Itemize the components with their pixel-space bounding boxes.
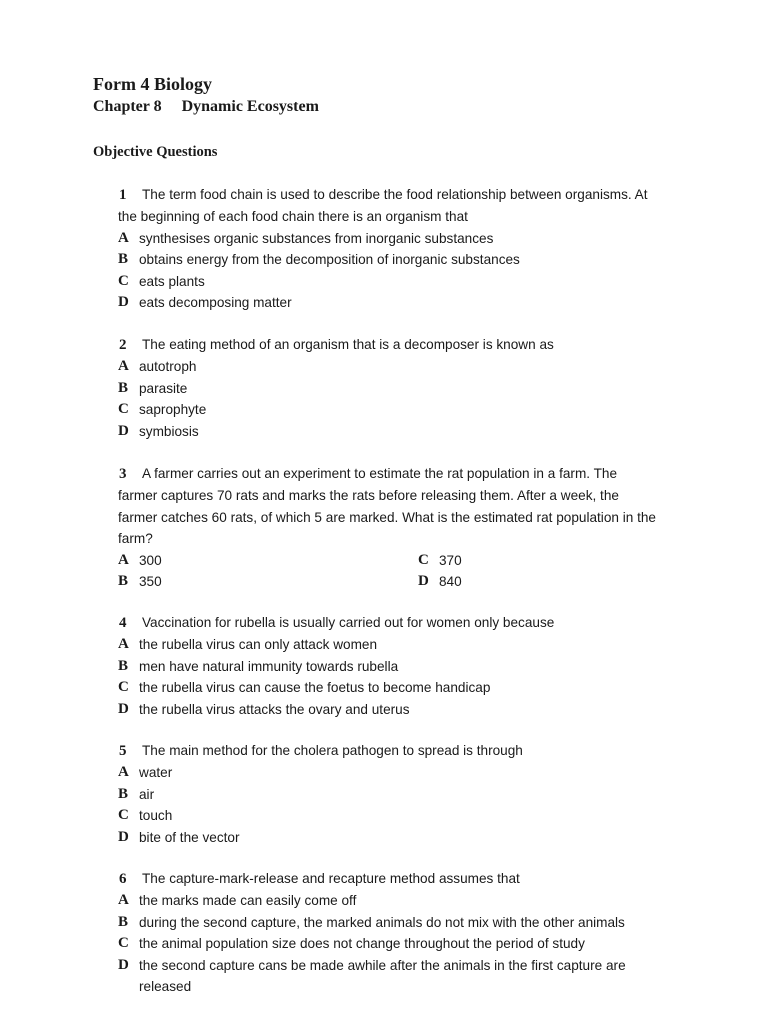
option-text: eats decomposing matter <box>139 295 292 311</box>
question-2 <box>118 334 698 442</box>
option-text: 300 <box>139 552 162 568</box>
option-text: men have natural immunity towards rubella <box>139 658 399 674</box>
question-stem-line: farmer captures 70 rats and marks the rats before releasing them. After a week, the <box>118 488 619 504</box>
option-b <box>118 656 698 677</box>
question-number: 2 <box>119 337 127 353</box>
chapter-name: Dynamic Ecosystem <box>181 98 319 115</box>
options-grid <box>118 550 698 593</box>
option-c <box>118 399 698 420</box>
question-stem-line: the beginning of each food chain there is an organism that <box>118 209 468 225</box>
option-continuation: released <box>139 979 192 995</box>
option-letter: C <box>118 679 129 696</box>
option-letter: C <box>118 935 129 952</box>
option-c <box>118 271 698 292</box>
option-letter: C <box>118 272 129 289</box>
question-5 <box>118 740 698 848</box>
option-letter: A <box>118 892 129 909</box>
option-text: touch <box>139 808 173 824</box>
option-letter: B <box>118 785 129 802</box>
option-text: the rubella virus attacks the ovary and uterus <box>139 701 410 717</box>
question-stem: 2 The eating method of an organism that is a decomposer is known as <box>118 334 698 356</box>
option-letter: B <box>118 657 129 674</box>
option-letter: A <box>118 551 129 568</box>
section-heading: Objective Questions <box>93 144 218 160</box>
question-number: 3 <box>119 466 127 482</box>
question-4 <box>118 612 698 720</box>
option-text: obtains energy from the decomposition of inorganic substances <box>139 252 520 268</box>
option-a <box>118 228 698 249</box>
option-a <box>118 890 698 911</box>
option-letter: B <box>118 573 129 590</box>
option-text: synthesises organic substances from inorganic substances <box>139 230 494 246</box>
chapter-heading <box>93 98 319 116</box>
document-title: Form 4 Biology <box>93 74 212 94</box>
option-d <box>118 827 698 848</box>
chapter-label: Chapter 8 <box>93 98 162 115</box>
option-c <box>118 933 698 954</box>
option-letter: C <box>118 807 129 824</box>
option-letter: A <box>118 764 129 781</box>
question-stem: 1 The term food chain is used to describe the food relationship between organisms. At <box>118 184 698 206</box>
question-6 <box>118 868 698 997</box>
option-text: the rubella virus can cause the foetus to become handicap <box>139 680 491 696</box>
option-letter: B <box>118 913 129 930</box>
option-letter: C <box>118 401 129 418</box>
option-letter: D <box>118 422 129 439</box>
question-stem: 4 Vaccination for rubella is usually carried out for women only because <box>118 612 698 634</box>
option-text: air <box>139 786 155 802</box>
option-b <box>118 571 418 592</box>
option-text: 370 <box>439 552 462 568</box>
option-c <box>118 805 698 826</box>
question-stem: 3 A farmer carries out an experiment to estimate the rat population in a farm. The <box>118 463 698 485</box>
option-letter: A <box>118 229 129 246</box>
option-text: symbiosis <box>139 423 199 439</box>
option-letter: D <box>418 573 429 590</box>
option-a <box>118 634 698 655</box>
option-text: water <box>139 765 173 781</box>
option-d <box>418 571 678 592</box>
option-b <box>118 378 698 399</box>
option-text: autotroph <box>139 359 197 375</box>
question-stem-line: farmer catches 60 rats, of which 5 are marked. What is the estimated rat population in the <box>118 509 656 525</box>
option-text: the animal population size does not change throughout the period of study <box>139 936 585 952</box>
question-3 <box>118 463 698 592</box>
question-stem: 6 The capture-mark-release and recapture method assumes that <box>118 868 698 890</box>
option-letter: C <box>418 551 429 568</box>
option-d <box>118 421 698 442</box>
option-text: the second capture cans be made awhile after the animals in the first capture are <box>139 957 626 973</box>
option-text: 840 <box>439 574 462 590</box>
question-stem: 5 The main method for the cholera pathogen to spread is through <box>118 740 698 762</box>
option-text: during the second capture, the marked animals do not mix with the other animals <box>139 914 625 930</box>
option-letter: D <box>118 956 129 973</box>
option-letter: D <box>118 294 129 311</box>
option-d <box>118 699 698 720</box>
option-a <box>118 356 698 377</box>
option-letter: A <box>118 358 129 375</box>
option-text: eats plants <box>139 273 205 289</box>
option-letter: A <box>118 636 129 653</box>
question-number: 6 <box>119 871 127 887</box>
option-letter: B <box>118 379 129 396</box>
option-b <box>118 249 698 270</box>
option-c <box>418 550 678 571</box>
option-text: saprophyte <box>139 402 207 418</box>
option-text: 350 <box>139 574 162 590</box>
option-letter: D <box>118 828 129 845</box>
question-number: 5 <box>119 743 127 759</box>
option-letter: B <box>118 251 129 268</box>
question-number: 4 <box>119 615 127 631</box>
option-text: bite of the vector <box>139 829 240 845</box>
option-text: the rubella virus can only attack women <box>139 637 378 653</box>
option-d <box>118 955 698 976</box>
option-b <box>118 912 698 933</box>
option-text: parasite <box>139 380 188 396</box>
option-d <box>118 292 698 313</box>
question-1 <box>118 184 698 313</box>
option-text: the marks made can easily come off <box>139 893 357 909</box>
option-a <box>118 550 418 571</box>
question-stem-line: farm? <box>118 531 153 547</box>
option-letter: D <box>118 700 129 717</box>
option-c <box>118 677 698 698</box>
question-number: 1 <box>119 187 127 203</box>
option-b <box>118 784 698 805</box>
option-a <box>118 762 698 783</box>
